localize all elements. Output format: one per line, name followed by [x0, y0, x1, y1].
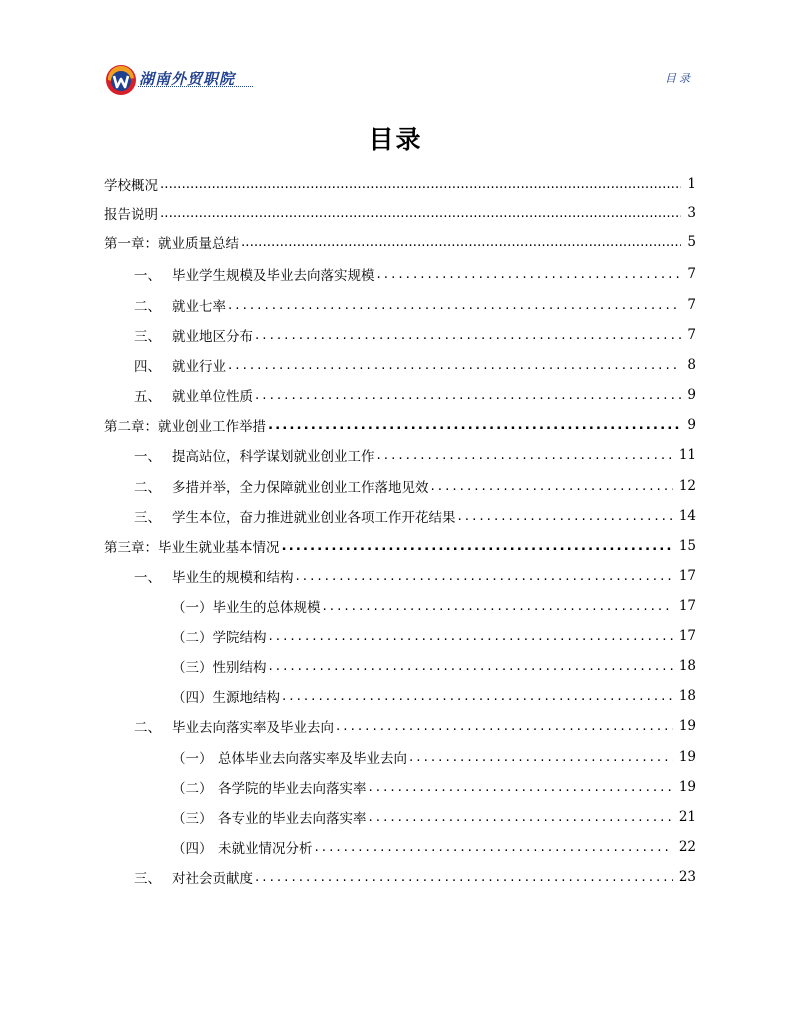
toc-entry-number: 三、 [134, 510, 161, 526]
toc-entry-page: 19 [678, 718, 696, 734]
toc-entry-label: 学生本位，奋力推进就业创业各项工作开花结果 [172, 510, 456, 526]
page-header [0, 0, 791, 100]
toc-leader [282, 538, 673, 554]
toc-entry[interactable] [172, 594, 696, 618]
school-logo [105, 64, 255, 98]
school-emblem-icon [105, 64, 137, 96]
toc-leader [282, 688, 673, 704]
header-section-label: 目录 [665, 72, 693, 85]
toc-entry-page: 14 [678, 508, 696, 524]
toc-entry-page: 7 [687, 266, 696, 282]
toc-entry[interactable] [172, 745, 696, 769]
toc-leader [315, 839, 673, 855]
toc-entry-number: （一） [172, 751, 213, 767]
toc-entry-page: 7 [687, 327, 696, 343]
toc-entry[interactable] [104, 413, 696, 437]
toc-entry[interactable] [104, 534, 696, 558]
toc-entry-page: 22 [678, 839, 696, 855]
toc-entry-number: 二、 [134, 480, 161, 496]
toc-entry-number: 一、 [134, 449, 161, 465]
toc-entry-page: 18 [678, 658, 696, 674]
toc-leader [269, 658, 673, 674]
toc-entry-label: 对社会贡献度 [172, 871, 253, 887]
toc-leader [458, 508, 673, 524]
toc-entry-label: 第一章：就业质量总结 [104, 236, 239, 252]
toc-entry[interactable] [134, 474, 696, 498]
toc-entry-label: 报告说明 [104, 207, 158, 223]
toc-entry-page: 8 [687, 357, 696, 373]
page-title: 目录 [368, 125, 423, 154]
toc-entry[interactable] [134, 865, 696, 889]
toc-entry[interactable] [104, 201, 696, 225]
toc-leader [323, 598, 673, 614]
toc-entry-number: 二、 [134, 299, 161, 315]
toc-entry-page: 23 [678, 869, 696, 885]
toc-entry[interactable] [134, 443, 696, 467]
toc-entry-label: 第三章：毕业生就业基本情况 [104, 540, 280, 556]
toc-entry[interactable] [104, 172, 696, 196]
toc-entry-label: 就业行业 [172, 359, 226, 375]
toc-entry-label: （二）学院结构 [172, 630, 267, 646]
toc-entry[interactable] [172, 624, 696, 648]
toc-entry[interactable] [172, 835, 696, 859]
toc-leader [241, 234, 681, 250]
toc-leader [296, 568, 673, 584]
toc-entry[interactable] [134, 564, 696, 588]
toc-entry-number: 三、 [134, 329, 161, 345]
logo-text: 湖南外贸职院 [139, 70, 236, 88]
toc-entry-page: 17 [678, 568, 696, 584]
toc-entry-label: 第二章：就业创业工作举措 [104, 419, 266, 435]
toc-entry[interactable] [134, 323, 696, 347]
toc-entry-page: 19 [678, 779, 696, 795]
toc-leader [431, 478, 673, 494]
toc-entry-page: 18 [678, 688, 696, 704]
toc-entry-label: （四）生源地结构 [172, 690, 280, 706]
toc-entry[interactable] [134, 383, 696, 407]
toc-entry-page: 7 [687, 297, 696, 313]
toc-leader [269, 628, 673, 644]
toc-leader [409, 749, 673, 765]
toc-entry-label: 毕业学生规模及毕业去向落实规模 [172, 268, 375, 284]
toc-entry-page: 9 [687, 417, 696, 433]
toc-entry-label: 提高站位，科学谋划就业创业工作 [172, 449, 375, 465]
toc-entry-page: 15 [678, 538, 696, 554]
toc-entry-label: 各专业的毕业去向落实率 [218, 811, 367, 827]
toc-entry-number: 二、 [134, 720, 161, 736]
toc-entry-page: 5 [687, 234, 696, 250]
toc-entry-label: （三）性别结构 [172, 660, 267, 676]
toc-entry-page: 19 [678, 749, 696, 765]
toc-entry-number: （三） [172, 811, 213, 827]
toc-entry-page: 21 [678, 809, 696, 825]
toc-entry-label: （一）毕业生的总体规模 [172, 600, 321, 616]
toc-leader [160, 205, 681, 221]
toc-entry[interactable] [172, 775, 696, 799]
toc-entry-label: 毕业去向落实率及毕业去向 [172, 720, 334, 736]
toc-entry[interactable] [172, 805, 696, 829]
toc-leader [377, 447, 673, 463]
toc-entry[interactable] [134, 353, 696, 377]
toc-entry-number: 四、 [134, 359, 161, 375]
toc-entry-number: 一、 [134, 570, 161, 586]
toc-leader [369, 779, 673, 795]
toc-entry-number: 一、 [134, 268, 161, 284]
toc-entry[interactable] [172, 684, 696, 708]
toc-entry-page: 9 [687, 387, 696, 403]
toc-leader [228, 297, 681, 313]
toc-leader [369, 809, 673, 825]
toc-entry-label: 就业七率 [172, 299, 226, 315]
toc-leader [255, 387, 681, 403]
toc-leader [377, 266, 682, 282]
toc-entry-page: 3 [687, 205, 696, 221]
toc-leader [268, 417, 681, 433]
toc-entry-page: 1 [687, 176, 696, 192]
toc-entry[interactable] [134, 293, 696, 317]
toc-entry-page: 17 [678, 628, 696, 644]
toc-entry-label: 各学院的毕业去向落实率 [218, 781, 367, 797]
toc-entry-label: 学校概况 [104, 178, 158, 194]
toc-entry-number: 五、 [134, 389, 161, 405]
logo-subline [138, 86, 253, 90]
toc-entry[interactable] [172, 654, 696, 678]
toc-leader [160, 176, 681, 192]
toc-entry-label: 就业地区分布 [172, 329, 253, 345]
toc-entry[interactable] [104, 230, 696, 254]
toc-entry-number: （四） [172, 841, 213, 857]
toc-entry-page: 12 [678, 478, 696, 494]
toc-entry[interactable] [134, 262, 696, 286]
toc-entry-label: 毕业生的规模和结构 [172, 570, 294, 586]
toc-entry-page: 17 [678, 598, 696, 614]
toc-leader [255, 327, 681, 343]
toc-entry[interactable] [134, 714, 696, 738]
toc-entry-number: 三、 [134, 871, 161, 887]
toc-entry-label: 就业单位性质 [172, 389, 253, 405]
toc-entry-page: 11 [678, 447, 696, 463]
toc-leader [255, 869, 673, 885]
toc-leader [228, 357, 681, 373]
toc-entry-label: 未就业情况分析 [218, 841, 313, 857]
toc-leader [336, 718, 673, 734]
toc-entry-number: （二） [172, 781, 213, 797]
toc-entry-label: 多措并举，全力保障就业创业工作落地见效 [172, 480, 429, 496]
toc-entry-label: 总体毕业去向落实率及毕业去向 [218, 751, 407, 767]
toc-entry[interactable] [134, 504, 696, 528]
